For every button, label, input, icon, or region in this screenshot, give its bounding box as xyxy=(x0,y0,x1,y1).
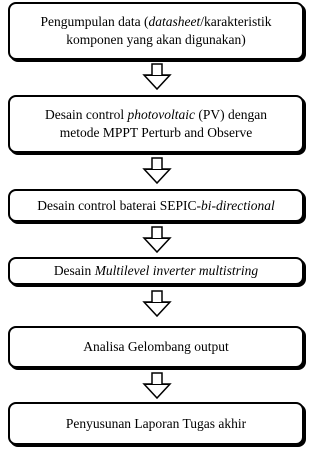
step-text-3 xyxy=(37,197,275,215)
step-box-1 xyxy=(8,2,304,60)
down-arrow-icon xyxy=(142,372,172,400)
step-1-text-run: komponen yang akan digunakan) xyxy=(66,32,246,47)
step-text-6 xyxy=(66,415,246,433)
step-box-4 xyxy=(8,257,304,285)
step-3-text-run: Desain control baterai SEPIC- xyxy=(37,197,202,213)
step-2-text-run: photovoltaic xyxy=(127,107,195,122)
step-1-text-run: datasheet xyxy=(148,14,201,29)
step-5-text-run: Analisa Gelombang output xyxy=(83,339,229,354)
step-4-text-run: Desain xyxy=(53,263,95,278)
step-box-2 xyxy=(8,95,304,153)
step-2-text-run: (PV) dengan xyxy=(195,107,267,122)
step-text-5 xyxy=(83,338,228,356)
step-box-3 xyxy=(8,189,304,222)
step-text-1 xyxy=(41,13,272,49)
down-arrow-icon xyxy=(142,290,172,318)
down-arrow-icon xyxy=(142,157,172,185)
down-arrow-icon xyxy=(142,63,172,91)
step-text-2 xyxy=(45,106,267,142)
step-2-text-run: metode MPPT Perturb and Observe xyxy=(59,125,253,140)
step-3-text-run: bi-directional xyxy=(201,197,275,213)
down-arrow-icon xyxy=(142,226,172,254)
step-box-5 xyxy=(8,326,304,368)
step-6-text-run: Penyusunan Laporan Tugas akhir xyxy=(65,415,247,431)
step-4-text-run: Multilevel inverter multistring xyxy=(94,263,259,278)
step-1-text-run: Pengumpulan data ( xyxy=(40,14,149,29)
step-box-6 xyxy=(8,402,304,445)
step-1-text-run: /karakteristik xyxy=(200,14,272,29)
step-2-text-run: Desain control xyxy=(45,107,128,122)
step-text-4 xyxy=(54,262,258,280)
